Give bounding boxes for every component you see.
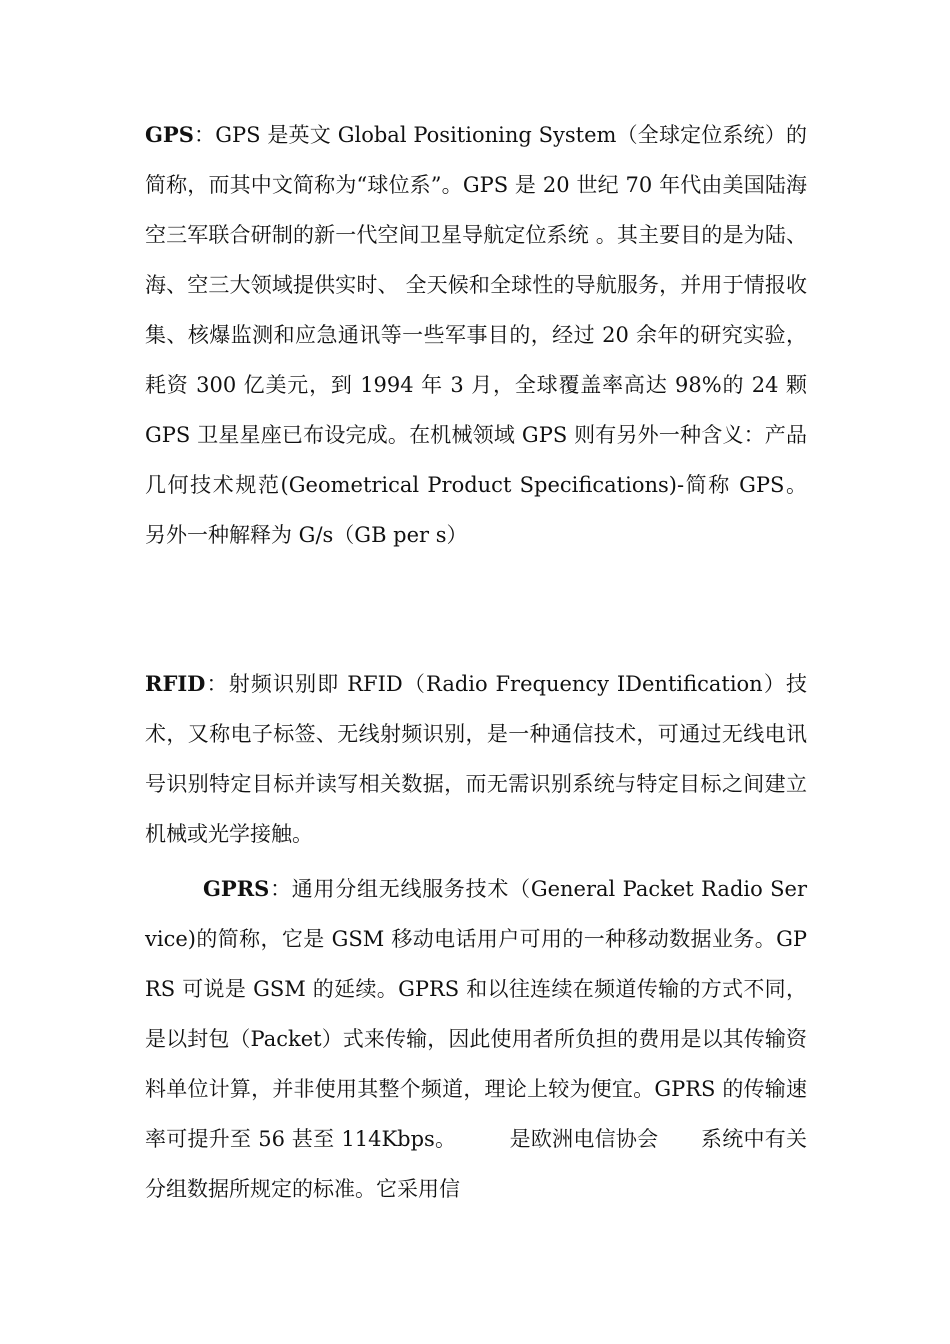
paragraph-rfid — [145, 659, 807, 859]
definition-gps: ：GPS 是英文 Global Positioning System（全球定位系统）的简称，而其中文简称为“球位系”。GPS 是 20 世纪 70 年代由美国陆海空三军联合研制的新一代空间卫星导航定位系统 。其主要目的是为陆、海、空三大领域提供实时、 全天候和全球性的导航服务，并用于情报收集、核爆监测和应急通讯等一些军事目的，经过 20 余年的研究实验，耗资 300 亿美元，到 1994 年 3 月，全球覆盖率高达 98%的 24 颗 GPS 卫星星座已布设完成。在机械领域 GPS 则有另外一种含义：产品几何技术规范(Geometrical Product Specifications)-简称 GPS。另外一种解释为 G/s（GB per s） — [145, 123, 807, 547]
definition-gprs: ：通用分组无线服务技术（General Packet Radio Service)的简称，它是 GSM 移动电话用户可用的一种移动数据业务。GPRS 可说是 GSM 的延续。GPRS 和以往连续在频道传输的方式不同，是以封包（Packet）式来传输，因此使用者所负担的费用是以其传输资料单位计算，并非使用其整个频道，理论上较为便宜。GPRS 的传输速率可提升至 56 甚至 114Kbps。 是欧洲电信协会 系统中有关分组数据所规定的标准。它采用信 — [145, 877, 807, 1201]
term-gps: GPS — [145, 122, 194, 147]
definition-rfid: ：射频识别即 RFID（Radio Frequency IDentification）技术，又称电子标签、无线射频识别，是一种通信技术，可通过无线电讯号识别特定目标并读写相关数据，而无需识别系统与特定目标之间建立机械或光学接触。 — [145, 672, 807, 846]
paragraph-gps — [145, 110, 807, 560]
term-gprs: GPRS — [203, 876, 270, 901]
paragraph-gprs — [145, 864, 807, 1214]
term-rfid: RFID — [145, 671, 206, 696]
